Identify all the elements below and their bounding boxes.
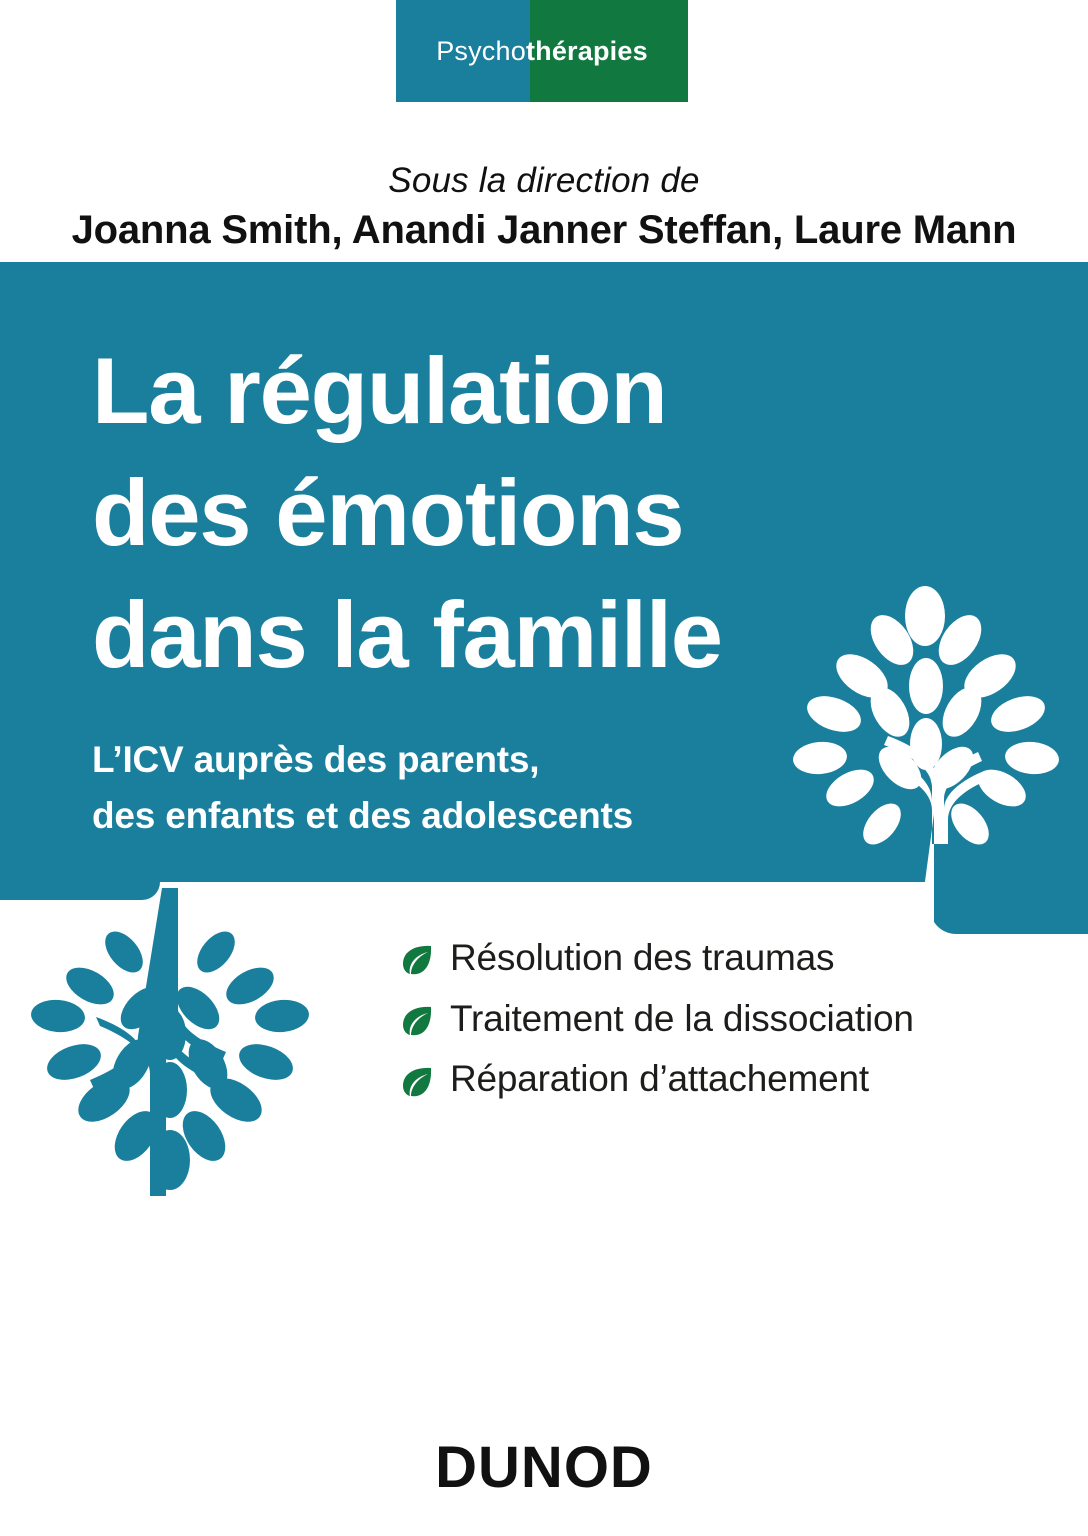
list-item-label: Traitement de la dissociation	[450, 997, 914, 1039]
direction-label: Sous la direction de	[388, 161, 700, 200]
list-item-label: Réparation d’attachement	[450, 1058, 869, 1100]
list-item	[400, 999, 1040, 1040]
series-label-bold: thérapies	[525, 35, 648, 66]
list-item-label: Résolution des traumas	[450, 937, 835, 978]
series-label	[396, 0, 688, 102]
series-banner	[396, 0, 688, 102]
tree-icon-right	[790, 582, 1060, 934]
subtitle-line-1: L’ICV auprès des parents,	[92, 739, 540, 780]
authors-block	[0, 160, 1088, 254]
series-label-light: Psycho	[436, 35, 526, 66]
subtitle-line-2: des enfants et des adolescents	[92, 795, 633, 837]
author-names: Joanna Smith, Anandi Janner Steffan, Laure Mann	[71, 208, 1017, 253]
publisher-logo: DUNOD	[435, 1435, 653, 1500]
tree-icon-left	[20, 888, 320, 1196]
title-line-1: La régulation	[92, 338, 667, 443]
title-line-3: dans la famille	[92, 582, 722, 688]
leaf-icon	[400, 1065, 434, 1099]
leaf-icon	[400, 1004, 434, 1038]
leaf-icon	[400, 943, 434, 977]
list-item	[400, 1059, 1040, 1100]
feature-list	[400, 938, 1040, 1120]
title-line-2: des émotions	[92, 460, 684, 566]
list-item	[400, 938, 1040, 979]
page-subtitle	[92, 732, 832, 844]
